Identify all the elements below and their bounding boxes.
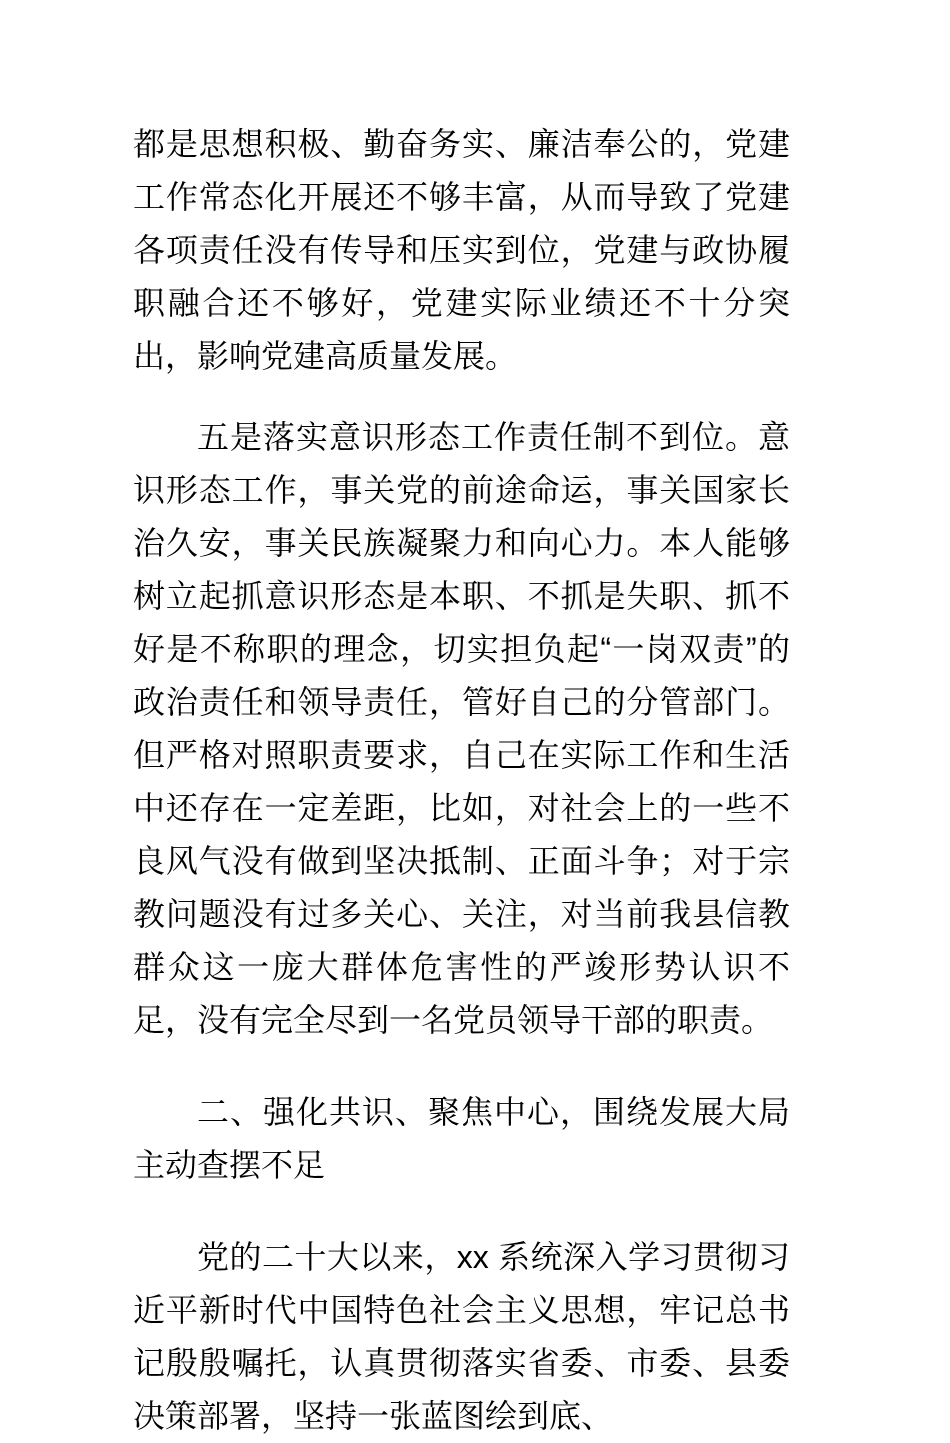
paragraph-ideology-responsibility: 五是落实意识形态工作责任制不到位。意识形态工作，事关党的前途命运，事关国家长治久安，事关民族凝聚力和向心力。本人能够树立起抓意识形态是本职、不抓是失职、抓不好是不称职的理念，切实担负起“一岗双责”的政治责任和领导责任，管好自己的分管部门。但严格对照职责要求，自己在实际工作和生活中还存在一定差距，比如，对社会上的一些不良风气没有做到坚决抵制、正面斗争；对于宗教问题没有过多关心、关注，对当前我县信教群众这一庞大群体危害性的严竣形势认识不足，没有完全尽到一名党员领导干部的职责。 (133, 419, 790, 1038)
heading-top-spacer (133, 1047, 790, 1086)
paragraph-twentieth-congress: 党的二十大以来，xx 系统深入学习贯彻习近平新时代中国特色社会主义思想，牢记总书记殷殷嘱托，认真贯彻落实省委、市委、县委决策部署，坚持一张蓝图绘到底、 (133, 1239, 790, 1434)
heading-bottom-spacer (133, 1192, 790, 1231)
paragraph-spacer (133, 383, 790, 411)
document-text-column (133, 118, 790, 1443)
paragraph-continued-party-building: 都是思想积极、勤奋务实、廉洁奉公的，党建工作常态化开展还不够丰富，从而导致了党建各项责任没有传导和压实到位，党建与政协履职融合还不够好，党建实际业绩还不十分突出，影响党建高质量发展。 (133, 126, 790, 374)
section-heading-two: 二、强化共识、聚焦中心，围绕发展大局主动查摆不足 (133, 1094, 790, 1183)
